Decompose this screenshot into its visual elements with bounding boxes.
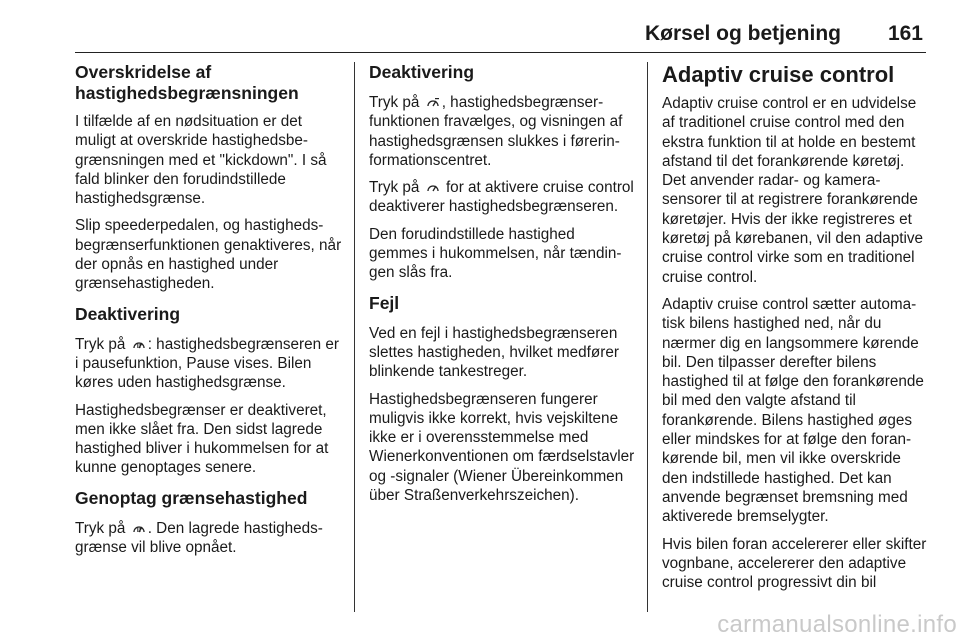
paragraph: Hvis bilen foran accelererer eller skifter vognbane, accelererer den adaptive cruise control progressivt din bil	[662, 535, 927, 592]
paragraph: Ved en fejl i hastighedsbegrænseren slettes hastigheden, hvilket medfører blinkende tankestreger.	[369, 324, 619, 381]
heading-deaktivering: Deaktivering	[75, 303, 181, 324]
page-number: 161	[887, 22, 923, 45]
paragraph	[75, 519, 345, 558]
pause-speed-limiter-icon	[132, 523, 146, 534]
text: : hastighedsbegrænseren er i pausefunktion, Pause vises. Bilen køres uden hastighedsgrænse.	[75, 335, 340, 392]
speed-limiter-icon	[426, 97, 440, 108]
page-header	[75, 0, 926, 53]
text: for at aktivere cruise control deaktiverer hastighedsbegrænseren.	[369, 179, 634, 216]
column-2	[369, 62, 635, 513]
column-3	[662, 62, 930, 600]
text: Tryk på	[369, 179, 420, 197]
paragraph: Slip speederpedalen, og hastighedsbegrænserfunktionen genaktiveres, når der opnås en hastighed under grænsehastigheden.	[75, 217, 342, 293]
paragraph: Adaptiv cruise control er en udvidelse af traditionel cruise control med den ekstra funktion til at holde en bestemt afstand til det forankørende køretøj. Det anvender radar- og kamerasensorer til at registrere forankørende køretøjer. Hvis der ikke registreres et køretøj på kørebanen, vil den adaptive cruise control virke som en traditionel cruise control.	[662, 95, 924, 286]
text: . Den lagrede hastighedsgrænse vil blive opnået.	[75, 519, 323, 557]
section-title: Kørsel og betjening	[644, 22, 841, 45]
column-divider	[647, 62, 648, 612]
paragraph: Den forudindstillede hastighed gemmes i hukommelsen, når tændingen slås fra.	[369, 225, 622, 282]
text: Tryk på	[369, 94, 420, 111]
pause-speed-limiter-icon	[132, 339, 146, 350]
paragraph: I tilfælde af en nødsituation er det muligt at overskride hastighedsbegrænsningen med et "kickdown". I så fald blinker den forudindstillede hastighedsgrænse.	[75, 113, 327, 208]
column-divider	[354, 62, 355, 612]
text: , hastighedsbegrænserfunktionen fravælges, og visningen af hastighedsgrænsen slukkes i førerinformationscentret.	[369, 94, 623, 169]
heading-fejl: Fejl	[369, 292, 400, 313]
paragraph	[75, 335, 345, 393]
column-1	[75, 62, 345, 565]
heading-genoptag: Genoptag grænsehastighed	[75, 487, 308, 508]
text: Tryk på	[75, 335, 126, 353]
paragraph	[369, 93, 635, 170]
cruise-control-icon	[426, 182, 440, 193]
paragraph: Hastighedsbegrænseren fungerer muligvis ikke korrekt, hvis vejskiltene ikke er i overensstemmelse med Wienerkonventionen om færdselstavler og -signaler (Wiener Übereinkommen über Straßenverkehrszeichen).	[369, 390, 635, 505]
text: Tryk på	[75, 519, 126, 537]
paragraph: Hastighedsbegrænser er deaktiveret, men ikke slået fra. Den sidst lagrede hastighed bliver i hukommelsen for at kunne genoptages senere.	[75, 401, 329, 477]
paragraph: Adaptiv cruise control sætter automatisk bilens hastighed ned, når du nærmer dig en langsommere kørende bil. Den tilpasser derefter bilens hastighed til at følge den forankørende bil med den valgte afstand til forankørende. Bilens hastighed øges eller mindskes for at følge den forankørende bil, men vil ikke overskride den indstillede hastighed. Det kan anvende begrænset bremsning med aktiverede bremselygter.	[662, 295, 924, 526]
watermark: carmanualsonline.info	[717, 611, 957, 638]
heading-adaptiv-cruise-control: Adaptiv cruise control	[662, 62, 895, 87]
heading-deaktivering: Deaktivering	[369, 62, 475, 82]
paragraph	[369, 178, 635, 217]
heading-overskridelse: Overskridelse af hastighedsbegrænsningen	[75, 62, 299, 103]
